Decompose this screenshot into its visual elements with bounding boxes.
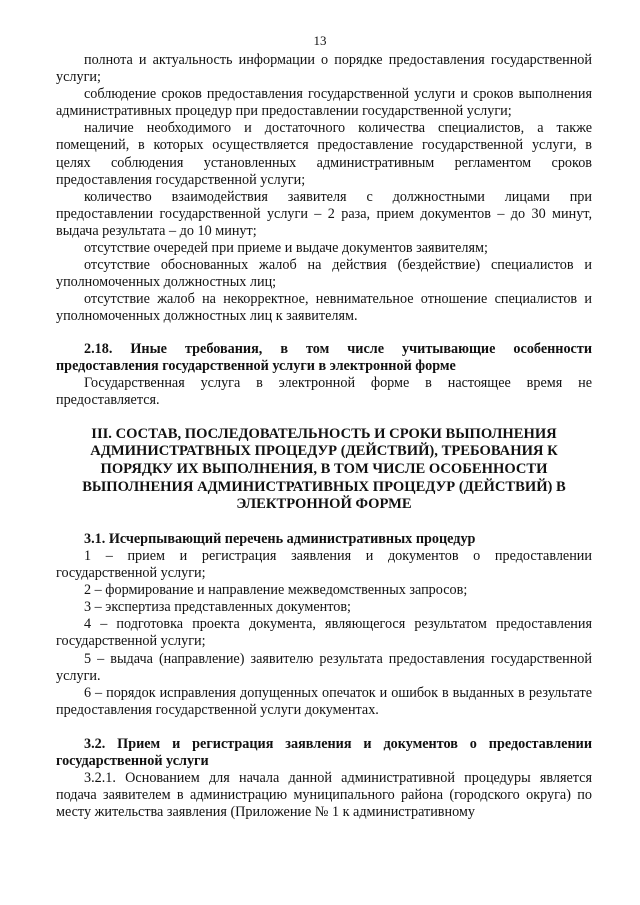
paragraph: наличие необходимого и достаточного количества специалистов, а также помещений, в которых осуществляется предоставление государственной услуги, в целях соблюдения установленных административным регламентом сроков предоставления государственной услуги; <box>56 120 592 188</box>
document-body <box>56 52 592 821</box>
section-heading-3-2: 3.2. Прием и регистрация заявления и документов о предоставлении государственной услуги <box>56 735 592 769</box>
paragraph: соблюдение сроков предоставления государственной услуги и сроков выполнения административных процедур при предоставлении государственной услуги; <box>56 86 592 120</box>
chapter-title: III. СОСТАВ, ПОСЛЕДОВАТЕЛЬНОСТЬ И СРОКИ ВЫПОЛНЕНИЯ АДМИНИСТРАТВНЫХ ПРОЦЕДУР (ДЕЙСТВИЙ), ТРЕБОВАНИЯ К ПОРЯДКУ ИХ ВЫПОЛНЕНИЯ, В ТОМ ЧИСЛЕ ОСОБЕННОСТИ ВЫПОЛНЕНИЯ АДМИНИСТРАТИВНЫХ ПРОЦЕДУР (ДЕЙСТВИЙ) В ЭЛЕКТРОННОЙ ФОРМЕ <box>82 425 566 513</box>
list-item: 2 – формирование и направление межведомственных запросов; <box>84 582 468 599</box>
paragraph: количество взаимодействия заявителя с должностными лицами при предоставлении государственной услуги – 2 раза, прием документов – до 30 минут, выдача результата – до 10 минут; <box>56 188 592 239</box>
list-item: 1 – прием и регистрация заявления и документов о предоставлении государственной услуги; <box>56 547 592 582</box>
paragraph: 3.2.1. Основанием для начала данной административной процедуры является подача заявителем в администрацию муниципального района (городского округа) по месту жительства заявления (Приложение № 1 к административному <box>56 770 592 821</box>
paragraph: Государственная услуга в электронной форме в настоящее время не предоставляется. <box>56 374 592 408</box>
section-heading-3-1: 3.1. Исчерпывающий перечень административных процедур <box>84 530 476 547</box>
page-number: 13 <box>313 33 327 48</box>
list-item: 4 – подготовка проекта документа, являющегося результатом предоставления государственной услуги; <box>56 616 592 650</box>
list-item: 3 – экспертиза представленных документов; <box>84 599 351 616</box>
list-item: 5 – выдача (направление) заявителю результата предоставления государственной услуги. <box>56 650 592 684</box>
paragraph: полнота и актуальность информации о порядке предоставления государственной услуги; <box>56 52 592 86</box>
paragraph: отсутствие обоснованных жалоб на действия (бездействие) специалистов и уполномоченных должностных лиц; <box>56 257 592 291</box>
list-item: 6 – порядок исправления допущенных опечаток и ошибок в выданных в результате предоставления государственной услуги документах. <box>56 684 592 718</box>
paragraph: отсутствие очередей при приеме и выдаче документов заявителям; <box>84 240 488 257</box>
paragraph: отсутствие жалоб на некорректное, невнимательное отношение специалистов и уполномоченных должностных лиц к заявителям. <box>56 291 592 325</box>
section-heading-2-18: 2.18. Иные требования, в том числе учитывающие особенности предоставления государственной услуги в электронной форме <box>56 340 592 374</box>
